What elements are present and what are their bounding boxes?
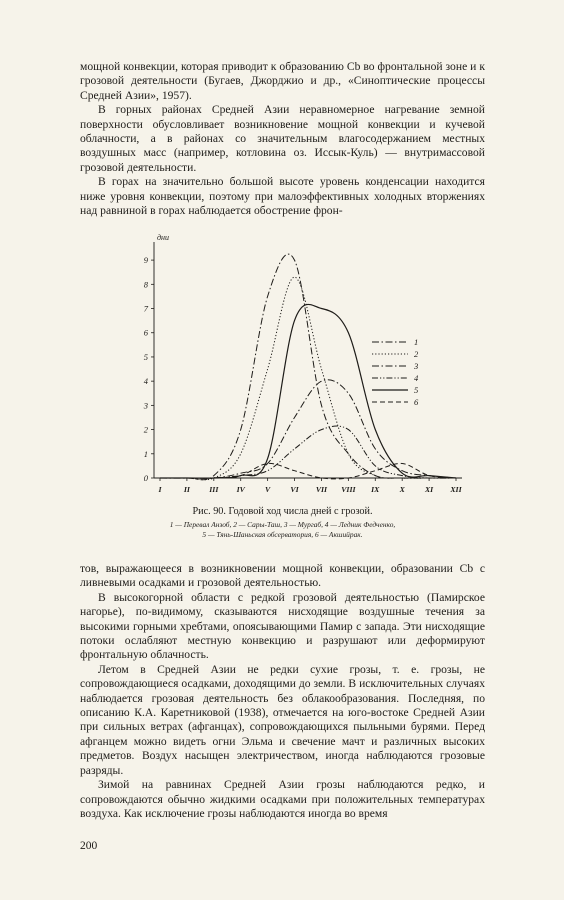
x-tick-label: X [399,485,405,494]
legend-label-6: 6 [414,397,419,407]
paragraph: Зимой на равнинах Средней Азии грозы наблюдаются редко, и сопровождаются обычно жидкими осадками при положительных температурах воздуха. Как исключение грозы наблюдаются иногда во время [80,778,485,820]
x-tick-label: III [209,485,219,494]
y-tick-label: 3 [143,400,148,411]
y-tick-label: 0 [143,473,148,483]
y-tick-label: 5 [143,351,148,362]
legend-label-1: 1 [414,337,419,347]
x-tick-label: IV [236,485,245,494]
figure-90-chart [140,232,480,502]
figure-caption-title: Рис. 90. Годовой ход числа дней с грозой. [192,506,373,517]
x-tick-label: II [183,485,190,494]
series-line-1 [160,254,456,480]
y-tick-label: 8 [143,279,148,290]
paragraph: Летом в Средней Азии не редки сухие грозы, т. е. грозы, не сопровождающиеся осадками, доходящими до земли. В исключительных случаях наблюдается грозовая деятельность без облакообразования. Последняя, по описанию К.А. Каретниковой (1938), отмечается на юго-востоке Средней Азии при сильных ветрах (афганцах), сопровождающихся пыльными бурями. Перед афганцем можно видеть огни Эльма и свечение мачт и различных высоких предметов. Воздух насыщен электричеством, иногда наблюдаются грозовые разряды. [80,662,485,777]
series-line-2 [160,277,456,480]
paragraph: мощной конвекции, которая приводит к образованию Cb во фронтальной зоне и к грозовой деятельности (Бугаев, Джорджио и др., «Синоптические процессы Средней Азии», 1957). [80,60,485,102]
legend-label-3: 3 [414,361,419,371]
legend-label-2: 2 [414,349,419,359]
x-tick-label: XII [450,485,462,494]
y-axis-label: дни [157,233,170,242]
x-tick-label: I [158,485,162,494]
x-tick-label: VIII [341,485,356,494]
paragraph: В горах на значительно большой высоте уровень конденсации находится ниже уровня конвекции, поэтому при малоэффективных холодных вторжениях над равниной в горах наблюдается обострение фрон- [80,175,485,218]
y-tick-label: 4 [143,376,148,387]
x-tick-label: VI [290,485,299,494]
y-tick-label: 6 [143,327,148,338]
line-chart [140,232,480,502]
figure-caption-legend-line: 1 — Перевал Анзоб, 2 — Сары-Таш, 3 — Мургаб, 4 — Ледник Федченко, [169,520,396,529]
paragraph: В высокогорной области с редкой грозовой деятельностью (Памирское нагорье), по-видимому, сказываются нисходящие воздушные течения за высокими горными хребтами, опоясывающими Памир с запада. Эти нисходящие потоки ослабляют местную конвекцию и разрушают или деформируют фронтальную облачность. [80,590,485,662]
x-tick-label: XI [424,485,434,494]
paragraph: тов, выражающееся в возникновении мощной конвекции, образовании Cb с ливневыми осадками и грозовой деятельностью. [80,562,485,590]
legend-label-5: 5 [414,385,419,395]
body-text-top [80,60,485,218]
x-tick-label: IX [371,485,380,494]
legend-label-4: 4 [414,373,419,383]
body-text-bottom [80,562,485,821]
y-tick-label: 9 [143,255,148,266]
x-tick-label: V [265,485,271,494]
y-tick-label: 1 [143,448,148,459]
x-tick-label: VII [315,485,328,494]
figure-caption-legend-line: 5 — Тянь-Шаньская обсерватория, 6 — Акшийрак. [202,530,363,539]
series-line-3 [160,380,456,479]
y-tick-label: 7 [143,303,148,314]
paragraph: В горных районах Средней Азии неравномерное нагревание земной поверхности обусловливает возникновение мощной конвекции и кучевой облачности, а в районах со значительным влагосодержанием местных воздушных масс (например, котловина оз. Иссык-Куль) — внутримассовой грозовой деятельности. [80,103,485,174]
page-number: 200 [80,840,98,852]
y-tick-label: 2 [143,424,148,435]
series-line-4 [160,426,456,478]
